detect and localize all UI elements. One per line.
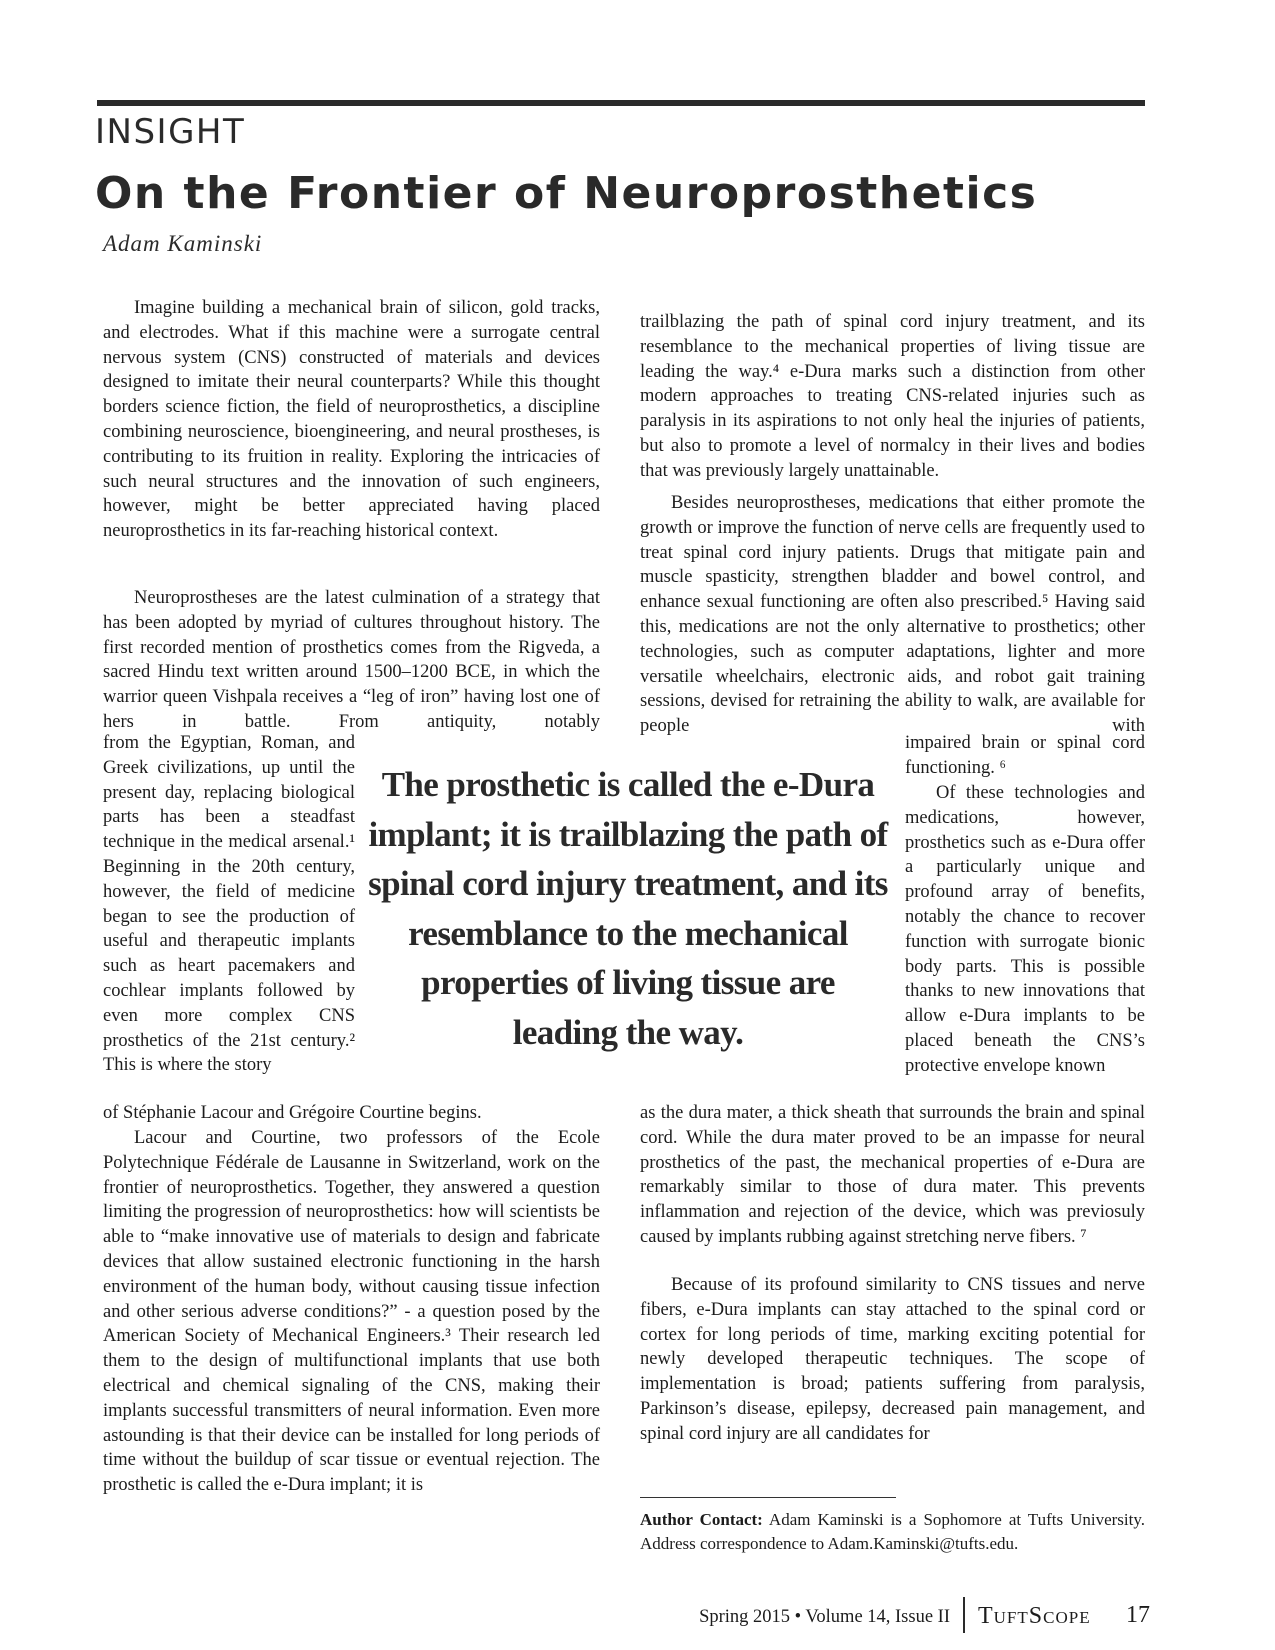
paragraph-medications-wrap: impaired brain or spinal cord functioning. ⁶	[905, 733, 1145, 778]
footer-divider	[963, 1597, 965, 1633]
paragraph-edura: trailblazing the path of spinal cord injury treatment, and its resemblance to the mechanical properties of living tissue are leading the way.⁴ e-Dura marks such a distinction from other modern approaches to treating CNS-related injuries such as paralysis in its aspirations to not only heal the injuries of patients, but also to promote a level of normalcy in their lives and bodies that was previously largely unattainable.	[640, 312, 1145, 481]
paragraph-technologies-wrap: Of these technologies and medications, however, prosthetics such as e-Dura offer a particularly unique and profound array of benefits, notably the chance to recover function with surrogate bionic body parts. This is possible thanks to new innovations that allow e-Dura implants to be placed beneath the CNS’s protective envelope known	[905, 783, 1145, 1076]
author-contact-label: Author Contact:	[640, 1510, 763, 1529]
paragraph-similarity: Because of its profound similarity to CNS tissues and nerve fibers, e-Dura implants can stay attached to the spinal cord or cortex for long periods of time, marking exciting potential for newly developed therapeutic techniques. The scope of implementation is broad; patients suffering from paralysis, Parkinson’s disease, epilepsy, decreased pain management, and spinal cord injury are all candidates for	[640, 1275, 1145, 1444]
footnote-rule	[640, 1497, 896, 1498]
article-title: On the Frontier of Neuroprosthetics	[95, 168, 1038, 219]
issue-info: Spring 2015 • Volume 14, Issue II	[699, 1607, 950, 1627]
paragraph-medications-top: Besides neuroprostheses, medications that either promote the growth or improve the function of nerve cells are frequently used to treat spinal cord injury patients. Drugs that mitigate pain and muscle spasticity, strengthen bladder and bowel control, and enhance sexual functioning are often also prescribed.⁵ Having said this, medications are not the only alternative to prosthetics; other technologies, such as computer adaptations, lighter and more versatile wheelchairs, electronic aids, and robot gait training sessions, devised for retraining the ability to walk, are available for people with	[640, 493, 1145, 737]
article-author: Adam Kaminski	[103, 231, 263, 256]
paragraph-history-end: of Stéphanie Lacour and Grégoire Courtine begins.	[103, 1103, 482, 1123]
section-label: INSIGHT	[95, 112, 246, 152]
paragraph-history-wrap: from the Egyptian, Roman, and Greek civilizations, up until the present day, replacing biological parts has been a steadfast technique in the medical arsenal.¹ Beginning in the 20th century, however, the field of medicine began to see the production of useful and therapeutic implants such as heart pacemakers and cochlear implants followed by even more complex CNS prosthetics of the 21st century.² This is where the story	[103, 733, 355, 1076]
journal-name: TuftScope	[978, 1603, 1091, 1629]
pull-quote: The prosthetic is called the e-Dura implant; it is trailblazing the path of spinal cord injury treatment, and its resemblance to the mechanical properties of living tissue are leading the way.	[368, 765, 888, 1052]
author-contact-text: Adam Kaminski is a Sophomore at Tufts University. Address correspondence to Adam.Kaminski@tufts.edu.	[640, 1510, 1145, 1553]
paragraph-dura-mater: as the dura mater, a thick sheath that surrounds the brain and spinal cord. While the dura mater proved to be an impasse for neural prosthetics of the past, the mechanical properties of e-Dura are remarkably similar to those of dura mater. This prevents inflammation and rejection of the device, which was previosuly caused by implants rubbing against stretching nerve fibers. ⁷	[640, 1103, 1145, 1247]
page-number: 17	[1126, 1602, 1150, 1628]
paragraph-intro: Imagine building a mechanical brain of silicon, gold tracks, and electrodes. What if this machine were a surrogate central nervous system (CNS) constructed of materials and devices designed to imitate their neural counterparts? While this thought borders science fiction, the field of neuroprosthetics, a discipline combining neuroscience, bioengineering, and neural prostheses, is contributing to its fruition in reality. Exploring the intricacies of such neural structures and the innovation of such engineers, however, might be better appreciated having placed neuroprosthetics in its far-reaching historical context.	[103, 298, 600, 542]
paragraph-history-top: Neuroprostheses are the latest culmination of a strategy that has been adopted by myriad of cultures throughout history. The first recorded mention of prosthetics comes from the Rigveda, a sacred Hindu text written around 1500–1200 BCE, in which the warrior queen Vishpala receives a “leg of iron” having lost one of hers in battle. From antiquity, notably	[103, 588, 600, 732]
author-contact	[640, 1508, 1145, 1556]
header-rule	[97, 100, 1145, 106]
paragraph-lacour-courtine: Lacour and Courtine, two professors of the Ecole Polytechnique Fédérale de Lausanne in Switzerland, work on the frontier of neuroprosthetics. Together, they answered a question limiting the progression of neuroprosthetics: how will scientists be able to “make innovative use of materials to design and fabricate devices that allow sustained electronic functioning in the harsh environment of the human body, without causing tissue infection and other serious adverse conditions?” - a question posed by the American Society of Mechanical Engineers.³ Their research led them to the design of multifunctional implants that use both electrical and chemical signaling of the CNS, making their implants successful transmitters of neural information. Even more astounding is that their device can be installed for long periods of time without the buildup of scar tissue or eventual rejection. The prosthetic is called the e-Dura implant; it is	[103, 1128, 600, 1496]
page-footer	[699, 1597, 1150, 1635]
